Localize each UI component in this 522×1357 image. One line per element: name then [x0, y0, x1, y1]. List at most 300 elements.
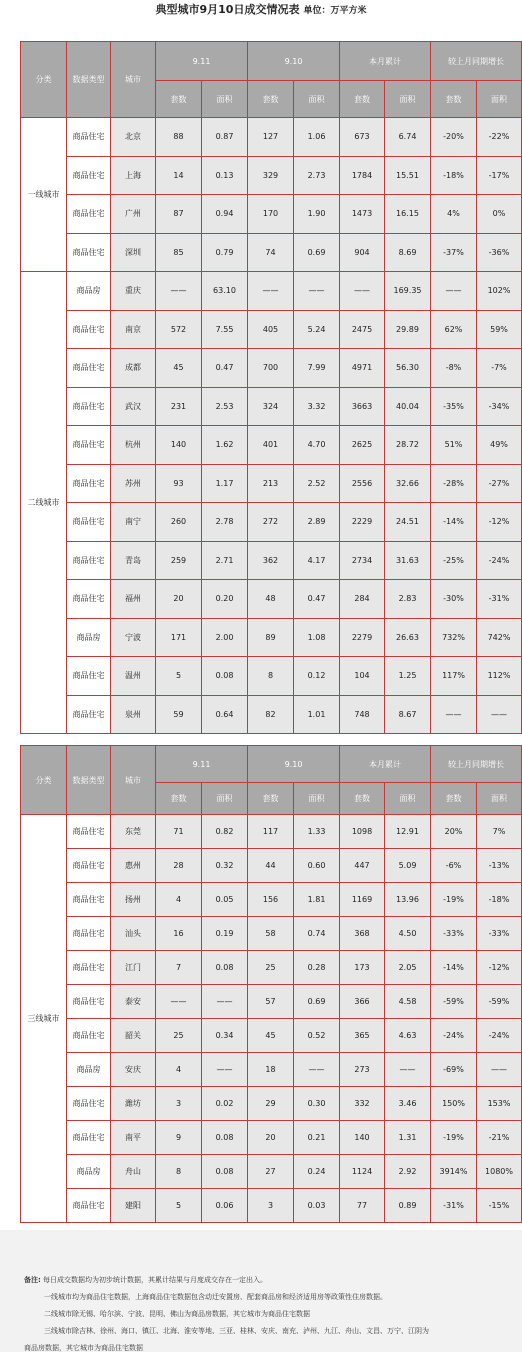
area-cell-1: 0.20	[202, 580, 248, 619]
data-type-cell: 商品住宅	[67, 985, 111, 1019]
sets-cell-total: 1784	[340, 156, 385, 195]
sets-cell-2: 405	[248, 310, 294, 349]
table-row	[21, 883, 522, 917]
table-row	[21, 195, 522, 234]
sets-cell-2: 272	[248, 503, 294, 542]
header-sets: 套数	[431, 783, 477, 815]
area-cell-2: 0.24	[294, 1155, 340, 1189]
area-cell-total: 4.58	[385, 985, 431, 1019]
area-cell-total: 31.63	[385, 541, 431, 580]
sets-cell-total: 2734	[340, 541, 385, 580]
sets-cell-2: 3	[248, 1189, 294, 1223]
data-type-cell: 商品住宅	[67, 310, 111, 349]
table-row	[21, 1121, 522, 1155]
sets-cell-total: 284	[340, 580, 385, 619]
yoy-area-cell: -7%	[477, 349, 522, 388]
sets-cell-total: 273	[340, 1053, 385, 1087]
sets-cell-1: 5	[156, 657, 202, 696]
header-area: 面积	[385, 783, 431, 815]
area-cell-total: 2.92	[385, 1155, 431, 1189]
area-cell-total: 26.63	[385, 618, 431, 657]
table-row	[21, 118, 522, 157]
data-type-cell: 商品住宅	[67, 426, 111, 465]
data-type-cell: 商品住宅	[67, 1087, 111, 1121]
yoy-area-cell: -22%	[477, 118, 522, 157]
area-cell-total: 1.31	[385, 1121, 431, 1155]
header-yoy: 较上月同期增长	[431, 746, 522, 783]
sets-cell-2: 170	[248, 195, 294, 234]
sets-cell-1: 16	[156, 917, 202, 951]
data-type-cell: 商品住宅	[67, 580, 111, 619]
unit-label: 单位：万平方米	[303, 6, 367, 16]
note-line-1	[24, 1272, 519, 1289]
yoy-area-cell: 102%	[477, 272, 522, 311]
area-cell-total: 3.46	[385, 1087, 431, 1121]
sets-cell-total: 904	[340, 233, 385, 272]
data-type-cell: 商品房	[67, 272, 111, 311]
sets-cell-total: 2229	[340, 503, 385, 542]
area-cell-1: 0.05	[202, 883, 248, 917]
city-cell: 成都	[111, 349, 156, 388]
area-cell-2: 0.52	[294, 1019, 340, 1053]
sets-cell-2: 29	[248, 1087, 294, 1121]
data-type-cell: 商品住宅	[67, 195, 111, 234]
area-cell-2: 1.90	[294, 195, 340, 234]
yoy-area-cell: -13%	[477, 849, 522, 883]
yoy-sets-cell: -31%	[431, 1189, 477, 1223]
yoy-sets-cell: -8%	[431, 349, 477, 388]
area-cell-1: 0.13	[202, 156, 248, 195]
yoy-area-cell: 0%	[477, 195, 522, 234]
data-type-cell: 商品住宅	[67, 156, 111, 195]
sets-cell-2: 329	[248, 156, 294, 195]
yoy-sets-cell: -14%	[431, 503, 477, 542]
sets-cell-1: 7	[156, 951, 202, 985]
table-row	[21, 580, 522, 619]
city-cell: 东莞	[111, 815, 156, 849]
header-city: 城市	[111, 42, 156, 118]
yoy-area-cell: -24%	[477, 1019, 522, 1053]
sets-cell-total: 447	[340, 849, 385, 883]
area-cell-1: 0.08	[202, 1121, 248, 1155]
data-type-cell: 商品住宅	[67, 883, 111, 917]
area-cell-2: 0.69	[294, 985, 340, 1019]
city-cell: 宁波	[111, 618, 156, 657]
yoy-area-cell: -36%	[477, 233, 522, 272]
group-cell: 三线城市	[21, 815, 67, 1223]
area-cell-total: 40.04	[385, 387, 431, 426]
yoy-sets-cell: -30%	[431, 580, 477, 619]
note-line-4: 三线城市除吉林、徐州、海口、镇江、北海、淮安等地、三亚、桂林、安庆、南充、泸州、九江、舟山、文昌、万宁、江阴为	[44, 1327, 429, 1335]
table-row	[21, 657, 522, 696]
sets-cell-1: 260	[156, 503, 202, 542]
area-cell-1: 0.82	[202, 815, 248, 849]
sets-cell-total: 3663	[340, 387, 385, 426]
area-cell-total: 8.69	[385, 233, 431, 272]
sets-cell-2: 45	[248, 1019, 294, 1053]
sets-cell-1: 231	[156, 387, 202, 426]
data-type-cell: 商品住宅	[67, 917, 111, 951]
data-type-cell: 商品住宅	[67, 695, 111, 734]
area-cell-2: 2.89	[294, 503, 340, 542]
table-row	[21, 310, 522, 349]
area-cell-total: 16.15	[385, 195, 431, 234]
yoy-area-cell: -59%	[477, 985, 522, 1019]
sets-cell-1: 85	[156, 233, 202, 272]
header-date-1: 9.11	[156, 42, 248, 81]
yoy-sets-cell: -19%	[431, 883, 477, 917]
area-cell-2: 1.08	[294, 618, 340, 657]
area-cell-total: 8.67	[385, 695, 431, 734]
city-cell: 韶关	[111, 1019, 156, 1053]
yoy-area-cell: -15%	[477, 1189, 522, 1223]
area-cell-1: ——	[202, 1053, 248, 1087]
sets-cell-total: 1124	[340, 1155, 385, 1189]
sets-cell-2: 127	[248, 118, 294, 157]
yoy-sets-cell: 51%	[431, 426, 477, 465]
sets-cell-2: 213	[248, 464, 294, 503]
area-cell-1: 0.79	[202, 233, 248, 272]
yoy-sets-cell: 732%	[431, 618, 477, 657]
sets-cell-total: 1169	[340, 883, 385, 917]
city-cell: 福州	[111, 580, 156, 619]
header-sets: 套数	[340, 783, 385, 815]
sets-cell-total: 140	[340, 1121, 385, 1155]
yoy-sets-cell: -14%	[431, 951, 477, 985]
city-cell: 南京	[111, 310, 156, 349]
sets-cell-1: 4	[156, 883, 202, 917]
area-cell-2: 1.01	[294, 695, 340, 734]
sets-cell-1: ——	[156, 985, 202, 1019]
area-cell-total: 6.74	[385, 118, 431, 157]
yoy-area-cell: 1080%	[477, 1155, 522, 1189]
sets-cell-2: 48	[248, 580, 294, 619]
sets-cell-1: 3	[156, 1087, 202, 1121]
yoy-sets-cell: -25%	[431, 541, 477, 580]
yoy-area-cell: ——	[477, 695, 522, 734]
area-cell-total: 2.05	[385, 951, 431, 985]
area-cell-total: 28.72	[385, 426, 431, 465]
area-cell-1: 0.02	[202, 1087, 248, 1121]
yoy-sets-cell: 150%	[431, 1087, 477, 1121]
city-cell: 扬州	[111, 883, 156, 917]
header-data-type: 数据类型	[67, 746, 111, 815]
sets-cell-total: 77	[340, 1189, 385, 1223]
city-cell: 杭州	[111, 426, 156, 465]
city-cell: 安庆	[111, 1053, 156, 1087]
area-cell-1: 2.53	[202, 387, 248, 426]
yoy-sets-cell: -35%	[431, 387, 477, 426]
header-yoy: 较上月同期增长	[431, 42, 522, 81]
note-line-5: 商品房数据，其它城市为商品住宅数据	[24, 1344, 143, 1352]
area-cell-2: 0.60	[294, 849, 340, 883]
area-cell-1: 0.08	[202, 1155, 248, 1189]
sets-cell-2: 44	[248, 849, 294, 883]
group-cell: 一线城市	[21, 118, 67, 272]
area-cell-2: 2.52	[294, 464, 340, 503]
city-cell: 武汉	[111, 387, 156, 426]
city-cell: 泰安	[111, 985, 156, 1019]
sets-cell-total: 2475	[340, 310, 385, 349]
yoy-sets-cell: -37%	[431, 233, 477, 272]
yoy-area-cell: -31%	[477, 580, 522, 619]
data-type-cell: 商品房	[67, 1155, 111, 1189]
note-line-3: 二线城市除无锡、哈尔滨、宁波、昆明、佛山为商品房数据，其它城市为商品住宅数据	[44, 1310, 310, 1318]
yoy-area-cell: -34%	[477, 387, 522, 426]
sets-cell-1: 28	[156, 849, 202, 883]
yoy-sets-cell: -6%	[431, 849, 477, 883]
table-row	[21, 951, 522, 985]
sets-cell-1: 4	[156, 1053, 202, 1087]
sets-cell-2: ——	[248, 272, 294, 311]
sets-cell-1: 87	[156, 195, 202, 234]
yoy-sets-cell: ——	[431, 272, 477, 311]
area-cell-1: 1.17	[202, 464, 248, 503]
sets-cell-2: 700	[248, 349, 294, 388]
sets-cell-2: 20	[248, 1121, 294, 1155]
table-row	[21, 233, 522, 272]
sets-cell-total: 2625	[340, 426, 385, 465]
sets-cell-1: 14	[156, 156, 202, 195]
area-cell-2: 0.03	[294, 1189, 340, 1223]
area-cell-total: ——	[385, 1053, 431, 1087]
yoy-area-cell: 153%	[477, 1087, 522, 1121]
header-area: 面积	[202, 783, 248, 815]
header-sets: 套数	[248, 783, 294, 815]
header-data-type: 数据类型	[67, 42, 111, 118]
yoy-sets-cell: -28%	[431, 464, 477, 503]
table-row	[21, 349, 522, 388]
yoy-area-cell: -27%	[477, 464, 522, 503]
area-cell-total: 5.09	[385, 849, 431, 883]
yoy-area-cell: 112%	[477, 657, 522, 696]
yoy-area-cell: 49%	[477, 426, 522, 465]
data-type-cell: 商品住宅	[67, 349, 111, 388]
area-cell-1: 0.32	[202, 849, 248, 883]
sets-cell-1: 572	[156, 310, 202, 349]
table-row	[21, 503, 522, 542]
area-cell-2: 1.06	[294, 118, 340, 157]
table-row	[21, 985, 522, 1019]
table-row	[21, 695, 522, 734]
table-row	[21, 1019, 522, 1053]
data-type-cell: 商品住宅	[67, 657, 111, 696]
yoy-sets-cell: 3914%	[431, 1155, 477, 1189]
city-cell: 南平	[111, 1121, 156, 1155]
area-cell-2: ——	[294, 272, 340, 311]
sets-cell-1: 59	[156, 695, 202, 734]
area-cell-total: 12.91	[385, 815, 431, 849]
header-month-total: 本月累计	[340, 42, 431, 81]
sets-cell-1: 9	[156, 1121, 202, 1155]
transaction-table-1	[20, 41, 522, 734]
yoy-sets-cell: -69%	[431, 1053, 477, 1087]
city-cell: 舟山	[111, 1155, 156, 1189]
page-title	[0, 0, 522, 22]
data-type-cell: 商品住宅	[67, 951, 111, 985]
area-cell-1: 2.71	[202, 541, 248, 580]
sets-cell-1: 20	[156, 580, 202, 619]
sets-cell-total: 748	[340, 695, 385, 734]
sets-cell-1: 140	[156, 426, 202, 465]
area-cell-1: 0.19	[202, 917, 248, 951]
header-date-2: 9.10	[248, 42, 340, 81]
notes-label: 备注:	[24, 1276, 41, 1284]
sets-cell-1: 5	[156, 1189, 202, 1223]
yoy-sets-cell: 62%	[431, 310, 477, 349]
sets-cell-1: 88	[156, 118, 202, 157]
data-type-cell: 商品住宅	[67, 1019, 111, 1053]
sets-cell-total: 4971	[340, 349, 385, 388]
area-cell-total: 2.83	[385, 580, 431, 619]
city-cell: 深圳	[111, 233, 156, 272]
yoy-sets-cell: -24%	[431, 1019, 477, 1053]
data-type-cell: 商品房	[67, 1053, 111, 1087]
area-cell-total: 169.35	[385, 272, 431, 311]
header-area: 面积	[385, 81, 431, 118]
city-cell: 重庆	[111, 272, 156, 311]
area-cell-2: 0.28	[294, 951, 340, 985]
data-type-cell: 商品住宅	[67, 541, 111, 580]
header-area: 面积	[477, 81, 522, 118]
yoy-sets-cell: 117%	[431, 657, 477, 696]
area-cell-total: 0.89	[385, 1189, 431, 1223]
header-area: 面积	[294, 783, 340, 815]
area-cell-2: 0.47	[294, 580, 340, 619]
sets-cell-total: 2556	[340, 464, 385, 503]
yoy-sets-cell: ——	[431, 695, 477, 734]
data-type-cell: 商品住宅	[67, 503, 111, 542]
table-row	[21, 1189, 522, 1223]
sets-cell-total: 2279	[340, 618, 385, 657]
yoy-area-cell: 7%	[477, 815, 522, 849]
city-cell: 汕头	[111, 917, 156, 951]
sets-cell-2: 74	[248, 233, 294, 272]
header-month-total: 本月累计	[340, 746, 431, 783]
sets-cell-2: 89	[248, 618, 294, 657]
sets-cell-total: 365	[340, 1019, 385, 1053]
yoy-sets-cell: -19%	[431, 1121, 477, 1155]
table-row	[21, 1155, 522, 1189]
header-sets: 套数	[156, 783, 202, 815]
yoy-sets-cell: 4%	[431, 195, 477, 234]
yoy-sets-cell: -33%	[431, 917, 477, 951]
table-row	[21, 541, 522, 580]
sets-cell-2: 401	[248, 426, 294, 465]
sets-cell-total: 332	[340, 1087, 385, 1121]
yoy-area-cell: -17%	[477, 156, 522, 195]
sets-cell-2: 18	[248, 1053, 294, 1087]
area-cell-total: 4.63	[385, 1019, 431, 1053]
data-type-cell: 商品住宅	[67, 118, 111, 157]
table-row	[21, 618, 522, 657]
notes-section	[24, 1272, 519, 1357]
table-row	[21, 815, 522, 849]
yoy-sets-cell: 20%	[431, 815, 477, 849]
sets-cell-total: 368	[340, 917, 385, 951]
city-cell: 泉州	[111, 695, 156, 734]
yoy-area-cell: 59%	[477, 310, 522, 349]
area-cell-1: 0.94	[202, 195, 248, 234]
city-cell: 惠州	[111, 849, 156, 883]
sets-cell-total: 104	[340, 657, 385, 696]
table-row	[21, 426, 522, 465]
sets-cell-2: 117	[248, 815, 294, 849]
area-cell-1: 0.08	[202, 657, 248, 696]
header-sets: 套数	[431, 81, 477, 118]
yoy-area-cell: -21%	[477, 1121, 522, 1155]
header-sets: 套数	[156, 81, 202, 118]
sets-cell-2: 156	[248, 883, 294, 917]
area-cell-2: 1.33	[294, 815, 340, 849]
area-cell-total: 24.51	[385, 503, 431, 542]
city-cell: 上海	[111, 156, 156, 195]
city-cell: 青岛	[111, 541, 156, 580]
area-cell-total: 32.66	[385, 464, 431, 503]
sets-cell-1: 93	[156, 464, 202, 503]
area-cell-2: 4.17	[294, 541, 340, 580]
sets-cell-2: 82	[248, 695, 294, 734]
area-cell-2: 3.32	[294, 387, 340, 426]
sets-cell-2: 324	[248, 387, 294, 426]
city-cell: 南宁	[111, 503, 156, 542]
yoy-area-cell: -24%	[477, 541, 522, 580]
area-cell-1: 2.00	[202, 618, 248, 657]
area-cell-1: ——	[202, 985, 248, 1019]
area-cell-total: 13.96	[385, 883, 431, 917]
area-cell-1: 1.62	[202, 426, 248, 465]
data-type-cell: 商品住宅	[67, 464, 111, 503]
sets-cell-1: ——	[156, 272, 202, 311]
city-cell: 潍坊	[111, 1087, 156, 1121]
sets-cell-2: 25	[248, 951, 294, 985]
sets-cell-1: 45	[156, 349, 202, 388]
header-sets: 套数	[340, 81, 385, 118]
city-cell: 北京	[111, 118, 156, 157]
header-city: 城市	[111, 746, 156, 815]
data-type-cell: 商品住宅	[67, 1189, 111, 1223]
note-text-1: 每日成交数据均为初步统计数据，其累计结果与月度成交存在一定出入。	[43, 1276, 268, 1284]
sets-cell-1: 171	[156, 618, 202, 657]
sets-cell-1: 8	[156, 1155, 202, 1189]
transaction-table-2	[20, 745, 522, 1223]
table-row	[21, 272, 522, 311]
table-row	[21, 917, 522, 951]
area-cell-1: 2.78	[202, 503, 248, 542]
header-area: 面积	[202, 81, 248, 118]
area-cell-1: 7.55	[202, 310, 248, 349]
area-cell-1: 0.64	[202, 695, 248, 734]
yoy-area-cell: ——	[477, 1053, 522, 1087]
area-cell-1: 0.47	[202, 349, 248, 388]
city-cell: 温州	[111, 657, 156, 696]
area-cell-1: 0.87	[202, 118, 248, 157]
sets-cell-total: 673	[340, 118, 385, 157]
area-cell-total: 15.51	[385, 156, 431, 195]
area-cell-total: 1.25	[385, 657, 431, 696]
area-cell-2: 7.99	[294, 349, 340, 388]
data-type-cell: 商品房	[67, 618, 111, 657]
area-cell-2: 0.74	[294, 917, 340, 951]
area-cell-1: 0.08	[202, 951, 248, 985]
yoy-area-cell: 742%	[477, 618, 522, 657]
area-cell-2: 0.21	[294, 1121, 340, 1155]
area-cell-2: 5.24	[294, 310, 340, 349]
yoy-area-cell: -12%	[477, 503, 522, 542]
area-cell-2: 0.12	[294, 657, 340, 696]
header-date-2: 9.10	[248, 746, 340, 783]
area-cell-2: 4.70	[294, 426, 340, 465]
